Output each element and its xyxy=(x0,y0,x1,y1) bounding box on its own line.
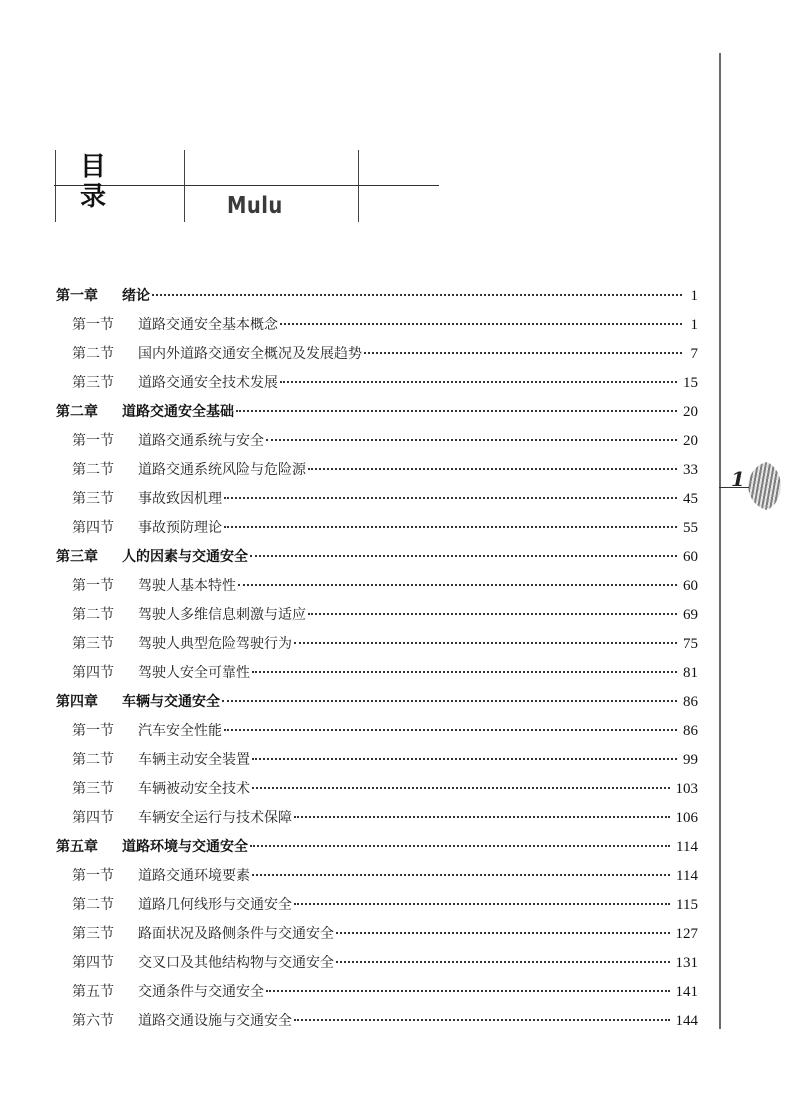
toc-entry-label xyxy=(56,398,234,427)
toc-entry-title: 车辆与交通安全 xyxy=(122,694,220,710)
toc-entry-label xyxy=(72,311,278,340)
toc-entry-number: 第二节 xyxy=(72,752,114,768)
toc-entry-number: 第一节 xyxy=(72,723,114,739)
toc-section-entry[interactable] xyxy=(56,978,698,1007)
toc-chapter-entry[interactable] xyxy=(56,833,698,862)
toc-entry-label xyxy=(72,659,250,688)
toc-entry-page: 81 xyxy=(683,665,698,681)
dot-leader xyxy=(250,555,677,557)
toc-entry-label xyxy=(72,369,278,398)
title-rule-middle xyxy=(184,150,185,222)
toc-entry-label xyxy=(56,543,248,572)
toc-entry-number: 第一节 xyxy=(72,433,114,449)
toc-entry-number: 第一节 xyxy=(72,578,114,594)
toc-entry-title: 道路交通设施与交通安全 xyxy=(138,1013,292,1029)
toc-entry-number: 第三节 xyxy=(72,636,114,652)
toc-entry-title: 车辆安全运行与技术保障 xyxy=(138,810,292,826)
toc-section-entry[interactable] xyxy=(56,804,698,833)
dot-leader xyxy=(250,845,670,847)
toc-entry-page: 45 xyxy=(683,491,698,507)
dot-leader xyxy=(252,874,670,876)
toc-entry-title: 道路交通系统与安全 xyxy=(138,433,264,449)
toc-section-entry[interactable] xyxy=(56,891,698,920)
toc-entry-number: 第四章 xyxy=(56,694,98,710)
toc-entry-page: 60 xyxy=(683,578,698,594)
toc-entry-label xyxy=(72,891,292,920)
toc-entry-page: 86 xyxy=(683,723,698,739)
toc-entry-title: 道路交通环境要素 xyxy=(138,868,250,884)
toc-entry-title: 事故致因机理 xyxy=(138,491,222,507)
toc-entry-page: 127 xyxy=(675,926,698,942)
page-number: 1 xyxy=(731,467,745,491)
toc-entry-page: 15 xyxy=(683,375,698,391)
toc-entry-page: 60 xyxy=(683,549,698,565)
dot-leader xyxy=(252,671,677,673)
toc-entry-title: 道路交通安全技术发展 xyxy=(138,375,278,391)
toc-entry-title: 道路交通安全基本概念 xyxy=(138,317,278,333)
toc-section-entry[interactable] xyxy=(56,369,698,398)
toc-entry-label xyxy=(72,949,334,978)
toc-entry-number: 第三章 xyxy=(56,549,98,565)
toc-entry-number: 第三节 xyxy=(72,781,114,797)
dot-leader xyxy=(294,1019,670,1021)
toc-entry-title: 驾驶人安全可靠性 xyxy=(138,665,250,681)
toc-entry-number: 第四节 xyxy=(72,520,114,536)
toc-entry-number: 第一章 xyxy=(56,288,98,304)
toc-section-entry[interactable] xyxy=(56,949,698,978)
page-title-pinyin: Mulu xyxy=(227,193,283,219)
toc-entry-number: 第二节 xyxy=(72,607,114,623)
toc-chapter-entry[interactable] xyxy=(56,282,698,311)
toc-entry-number: 第五章 xyxy=(56,839,98,855)
toc-section-entry[interactable] xyxy=(56,427,698,456)
toc-entry-page: 69 xyxy=(683,607,698,623)
toc-entry-number: 第四节 xyxy=(72,955,114,971)
toc-entry-page: 115 xyxy=(676,897,698,913)
page-title: 目录 xyxy=(80,152,129,212)
toc-section-entry[interactable] xyxy=(56,862,698,891)
thumb-tab xyxy=(719,455,783,515)
toc-section-entry[interactable] xyxy=(56,659,698,688)
toc-entry-label xyxy=(72,456,306,485)
toc-entry-number: 第三节 xyxy=(72,375,114,391)
toc-section-entry[interactable] xyxy=(56,311,698,340)
toc-entry-title: 车辆被动安全技术 xyxy=(138,781,250,797)
dot-leader xyxy=(294,903,670,905)
toc-entry-title: 交叉口及其他结构物与交通安全 xyxy=(138,955,334,971)
dot-leader xyxy=(308,468,677,470)
toc-entry-page: 1 xyxy=(690,288,698,304)
toc-entry-label xyxy=(72,775,250,804)
toc-entry-number: 第五节 xyxy=(72,984,114,1000)
toc-entry-number: 第二节 xyxy=(72,462,114,478)
dot-leader xyxy=(280,323,682,325)
toc-entry-number: 第三节 xyxy=(72,926,114,942)
margin-rule xyxy=(719,53,721,1029)
dot-leader xyxy=(294,816,670,818)
toc-entry-label xyxy=(72,427,264,456)
toc-chapter-entry[interactable] xyxy=(56,688,698,717)
toc-entry-title: 绪论 xyxy=(122,288,150,304)
toc-entry-label xyxy=(72,1007,292,1036)
dot-leader xyxy=(238,584,677,586)
toc-entry-page: 144 xyxy=(675,1013,698,1029)
toc-entry-label xyxy=(72,920,334,949)
toc-section-entry[interactable] xyxy=(56,920,698,949)
toc-entry-page: 33 xyxy=(683,462,698,478)
toc-entry-label xyxy=(72,340,362,369)
dot-leader xyxy=(336,961,670,963)
dot-leader xyxy=(280,381,677,383)
toc-entry-label xyxy=(72,514,222,543)
dot-leader xyxy=(308,613,677,615)
toc-entry-page: 131 xyxy=(675,955,698,971)
toc-entry-label xyxy=(56,688,220,717)
toc-entry-label xyxy=(72,601,306,630)
toc-section-entry[interactable] xyxy=(56,572,698,601)
toc-entry-label xyxy=(72,717,222,746)
toc-entry-title: 车辆主动安全装置 xyxy=(138,752,250,768)
toc-entry-number: 第四节 xyxy=(72,665,114,681)
toc-section-entry[interactable] xyxy=(56,775,698,804)
toc-entry-page: 99 xyxy=(683,752,698,768)
sphere-ornament-icon xyxy=(741,461,781,511)
toc-entry-label xyxy=(56,833,248,862)
dot-leader xyxy=(266,439,677,441)
toc-entry-title: 人的因素与交通安全 xyxy=(122,549,248,565)
toc-entry-title: 驾驶人典型危险驾驶行为 xyxy=(138,636,292,652)
toc-section-entry[interactable] xyxy=(56,630,698,659)
toc-entry-label xyxy=(72,630,292,659)
dot-leader xyxy=(252,758,677,760)
toc-entry-page: 114 xyxy=(676,839,698,855)
title-block xyxy=(54,150,439,222)
toc-section-entry[interactable] xyxy=(56,1007,698,1036)
toc-entry-number: 第六节 xyxy=(72,1013,114,1029)
toc-section-entry[interactable] xyxy=(56,717,698,746)
dot-leader xyxy=(224,526,677,528)
toc-entry-page: 86 xyxy=(683,694,698,710)
dot-leader xyxy=(236,410,677,412)
toc-entry-title: 汽车安全性能 xyxy=(138,723,222,739)
toc-section-entry[interactable] xyxy=(56,340,698,369)
toc-entry-title: 事故预防理论 xyxy=(138,520,222,536)
toc-section-entry[interactable] xyxy=(56,746,698,775)
dot-leader xyxy=(224,729,677,731)
dot-leader xyxy=(252,787,670,789)
toc-entry-title: 道路交通安全基础 xyxy=(122,404,234,420)
toc-entry-page: 106 xyxy=(675,810,698,826)
toc-entry-number: 第二章 xyxy=(56,404,98,420)
toc-entry-page: 55 xyxy=(683,520,698,536)
toc-entry-title: 道路交通系统风险与危险源 xyxy=(138,462,306,478)
toc-entry-title: 交通条件与交通安全 xyxy=(138,984,264,1000)
dot-leader xyxy=(266,990,670,992)
toc-entry-page: 75 xyxy=(683,636,698,652)
dot-leader xyxy=(336,932,670,934)
toc-entry-title: 驾驶人多维信息刺激与适应 xyxy=(138,607,306,623)
toc-entry-label xyxy=(72,804,292,833)
toc-entry-page: 20 xyxy=(683,433,698,449)
toc-entry-number: 第四节 xyxy=(72,810,114,826)
toc-entry-title: 道路环境与交通安全 xyxy=(122,839,248,855)
toc-section-entry[interactable] xyxy=(56,514,698,543)
toc-entry-title: 路面状况及路侧条件与交通安全 xyxy=(138,926,334,942)
dot-leader xyxy=(222,700,677,702)
title-rule-right xyxy=(358,150,359,222)
toc-section-entry[interactable] xyxy=(56,601,698,630)
toc-entry-number: 第三节 xyxy=(72,491,114,507)
toc-entry-label xyxy=(72,978,264,1007)
toc-entry-page: 114 xyxy=(676,868,698,884)
toc-chapter-entry[interactable] xyxy=(56,543,698,572)
toc-entry-number: 第二节 xyxy=(72,346,114,362)
toc-entry-page: 7 xyxy=(690,346,698,362)
toc-section-entry[interactable] xyxy=(56,485,698,514)
toc-chapter-entry[interactable] xyxy=(56,398,698,427)
toc-entry-label xyxy=(72,746,250,775)
toc-entry-page: 103 xyxy=(675,781,698,797)
dot-leader xyxy=(364,352,682,354)
toc-entry-label xyxy=(56,282,150,311)
toc-entry-page: 20 xyxy=(683,404,698,420)
toc-entry-label xyxy=(72,485,222,514)
dot-leader xyxy=(224,497,677,499)
dot-leader xyxy=(294,642,677,644)
title-rule-left xyxy=(55,150,56,222)
toc-entry-label xyxy=(72,862,250,891)
toc-section-entry[interactable] xyxy=(56,456,698,485)
toc-entry-number: 第一节 xyxy=(72,317,114,333)
dot-leader xyxy=(152,294,682,296)
toc-entry-page: 141 xyxy=(675,984,698,1000)
toc-entry-page: 1 xyxy=(690,317,698,333)
toc-entry-title: 道路几何线形与交通安全 xyxy=(138,897,292,913)
toc-entry-number: 第一节 xyxy=(72,868,114,884)
toc-entry-title: 驾驶人基本特性 xyxy=(138,578,236,594)
toc-entry-number: 第二节 xyxy=(72,897,114,913)
toc-entry-title: 国内外道路交通安全概况及发展趋势 xyxy=(138,346,362,362)
table-of-contents xyxy=(56,282,698,1036)
toc-entry-label xyxy=(72,572,236,601)
